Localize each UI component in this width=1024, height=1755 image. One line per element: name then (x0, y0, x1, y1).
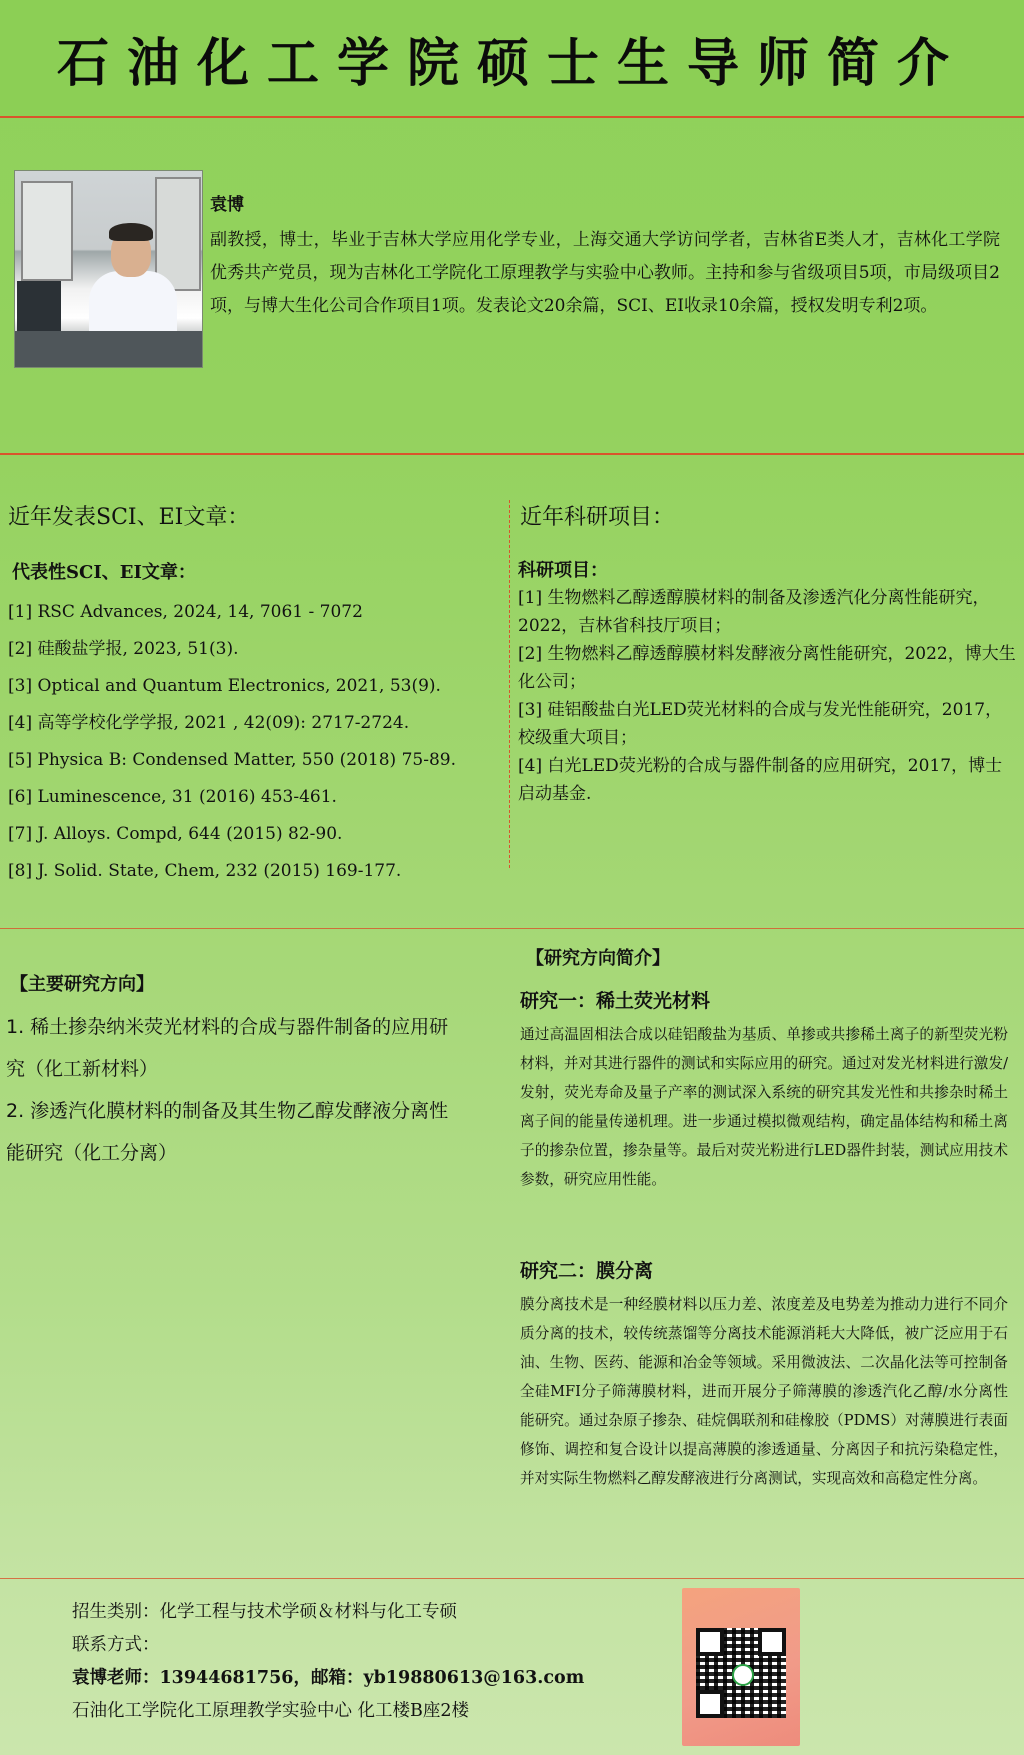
research-list (6, 1006, 466, 1174)
profile-name: 袁博 (210, 195, 244, 215)
publication-list (8, 594, 456, 890)
enrollment-type: 招生类别：化学工程与技术学硕＆材料与化工专硕 (72, 1602, 457, 1622)
column-divider (509, 500, 510, 868)
publication-item: [1] RSC Advances, 2024, 14, 7061 - 7072 (8, 602, 363, 622)
divider-profile (0, 453, 1024, 455)
publications-subheading: 代表性SCI、EI文章： (12, 562, 196, 583)
project-item: [3] 硅铝酸盐白光LED荧光材料的合成与发光性能研究，2017，校级重大项目； (518, 700, 1003, 748)
contact-address: 石油化工学院化工原理教学实验中心 化工楼B座2楼 (72, 1701, 470, 1721)
projects-subheading: 科研项目： (518, 560, 608, 581)
project-item: [4] 白光LED荧光粉的合成与器件制备的应用研究，2017，博士启动基金. (518, 756, 1003, 804)
publication-item: [3] Optical and Quantum Electronics, 2021, 53(9). (8, 676, 441, 696)
project-item: [2] 生物燃料乙醇透醇膜材料发酵液分离性能研究，2022，博大生化公司； (518, 644, 1016, 692)
projects-heading: 近年科研项目： (520, 505, 675, 530)
divider-bottom (0, 1578, 1024, 1579)
publication-item: [4] 高等学校化学学报, 2021 , 42(09): 2717-2724. (8, 713, 410, 733)
contact-label: 联系方式： (72, 1635, 160, 1655)
publication-item: [6] Luminescence, 31 (2016) 453-461. (8, 787, 337, 807)
intro-heading: 【研究方向简介】 (526, 948, 670, 969)
research-item: 2. 渗透汽化膜材料的制备及其生物乙醇发酵液分离性能研究（化工分离） (6, 1100, 449, 1164)
publication-item: [8] J. Solid. State, Chem, 232 (2015) 169-177. (8, 861, 402, 881)
project-item: [1] 生物燃料乙醇透醇膜材料的制备及渗透汽化分离性能研究，2022，吉林省科技厅项目； (518, 588, 990, 636)
direction2-title: 研究二：膜分离 (520, 1260, 654, 1282)
publication-item: [2] 硅酸盐学报, 2023, 51(3). (8, 639, 239, 659)
research-heading: 【主要研究方向】 (10, 974, 154, 995)
project-list (518, 584, 1016, 808)
page-title: 石油化工学院硕士生导师简介 (0, 0, 1024, 116)
direction2-text: 膜分离技术是一种经膜材料以压力差、浓度差及电势差为推动力进行不同介质分离的技术，较传统蒸馏等分离技术能源消耗大大降低，被广泛应用于石油、生物、医药、能源和冶金等领域。采用微波法、二次晶化法等可控制备全硅MFI分子筛薄膜材料，进而开展分子筛薄膜的渗透汽化乙醇/水分离性能研究。通过杂原子掺杂、硅烷偶联剂和硅橡胶（PDMS）对薄膜进行表面修饰、调控和复合设计以提高薄膜的渗透通量、分离因子和抗污染稳定性，并对实际生物燃料乙醇发酵液进行分离测试，实现高效和高稳定性分离。 (520, 1296, 1008, 1487)
divider-top (0, 116, 1024, 118)
contact-phone-email: 袁博老师：13944681756，邮箱：yb19880613@163.com (72, 1668, 585, 1688)
direction1-title: 研究一：稀土荧光材料 (520, 990, 711, 1012)
wechat-qr-code (682, 1588, 800, 1746)
portrait-photo (14, 170, 203, 368)
publication-item: [5] Physica B: Condensed Matter, 550 (2018) 75-89. (8, 750, 457, 770)
profile-bio: 副教授，博士，毕业于吉林大学应用化学专业，上海交通大学访问学者，吉林省E类人才，吉林化工学院优秀共产党员，现为吉林化工学院化工原理教学与实验中心教师。主持和参与省级项目5项，市局级项目2项，与博大生化公司合作项目1项。发表论文20余篇，SCI、EI收录10余篇，授权发明专利2项。 (210, 230, 1000, 316)
publications-heading: 近年发表SCI、EI文章： (8, 505, 250, 530)
divider-middle (0, 928, 1024, 929)
contact-block (72, 1596, 584, 1728)
direction1-text: 通过高温固相法合成以硅铝酸盐为基质、单掺或共掺稀土离子的新型荧光粉材料，并对其进行器件的测试和实际应用的研究。通过对发光材料进行激发/发射，荧光寿命及量子产率的测试深入系统的研究其发光性和共掺杂时稀土离子间的能量传递机理。进一步通过模拟微观结构，确定晶体结构和稀土离子的掺杂位置，掺杂量等。最后对荧光粉进行LED器件封装，测试应用技术参数，研究应用性能。 (520, 1026, 1008, 1188)
wechat-icon (732, 1664, 754, 1686)
publication-item: [7] J. Alloys. Compd, 644 (2015) 82-90. (8, 824, 343, 844)
research-item: 1. 稀土掺杂纳米荧光材料的合成与器件制备的应用研究（化工新材料） (6, 1016, 449, 1080)
